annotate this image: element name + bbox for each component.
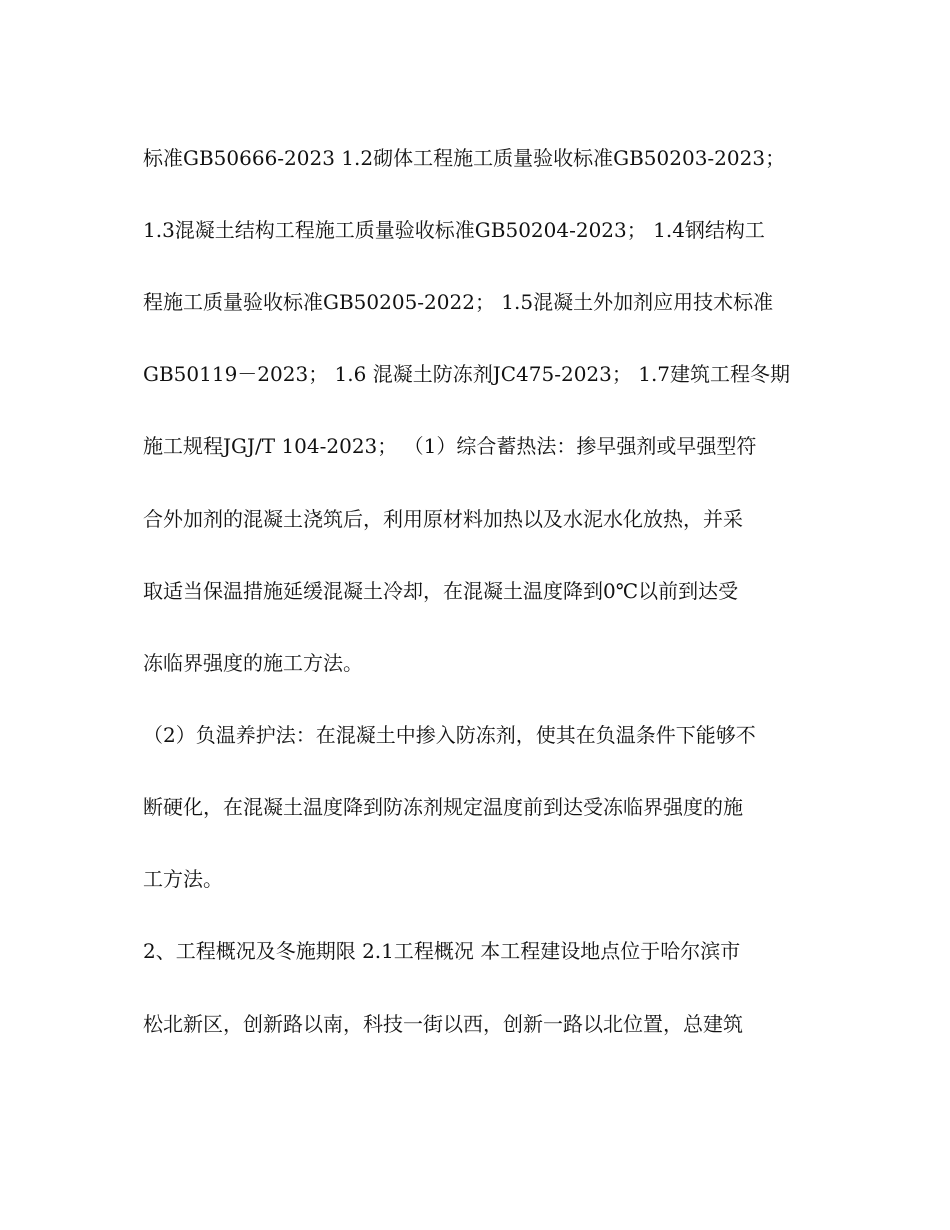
text-line-2: 1.3混凝土结构工程施工质量验收标准GB50204-2023； 1.4钢结构工 — [143, 218, 765, 242]
text-line-10: 断硬化，在混凝土温度降到防冻剂规定温度前到达受冻临界强度的施 — [143, 795, 743, 819]
text-line-6: 合外加剂的混凝土浇筑后，利用原材料加热以及水泥水化放热，并采 — [143, 507, 743, 531]
text-line-11: 工方法。 — [143, 867, 223, 891]
text-line-13: 松北新区，创新路以南，科技一街以西，创新一路以北位置，总建筑 — [143, 1012, 743, 1036]
text-line-3: 程施工质量验收标准GB50205-2022； 1.5混凝土外加剂应用技术标准 — [143, 290, 774, 314]
text-line-7: 取适当保温措施延缓混凝土冷却，在混凝土温度降到0℃以前到达受 — [143, 579, 739, 603]
text-line-1: 标准GB50666-2023 1.2砌体工程施工质量验收标准GB50203-2023； — [143, 146, 786, 170]
text-line-12: 2、工程概况及冬施期限 2.1工程概况 本工程建设地点位于哈尔滨市 — [143, 939, 741, 963]
text-line-5: 施工规程JGJ/T 104-2023； （1）综合蓄热法：掺早强剂或早强型符 — [143, 434, 757, 458]
text-line-4: GB50119－2023； 1.6 混凝土防冻剂JC475-2023； 1.7建筑工程冬期 — [143, 362, 791, 386]
text-line-9: （2）负温养护法：在混凝土中掺入防冻剂，使其在负温条件下能够不 — [143, 723, 756, 747]
text-line-8: 冻临界强度的施工方法。 — [143, 651, 363, 675]
